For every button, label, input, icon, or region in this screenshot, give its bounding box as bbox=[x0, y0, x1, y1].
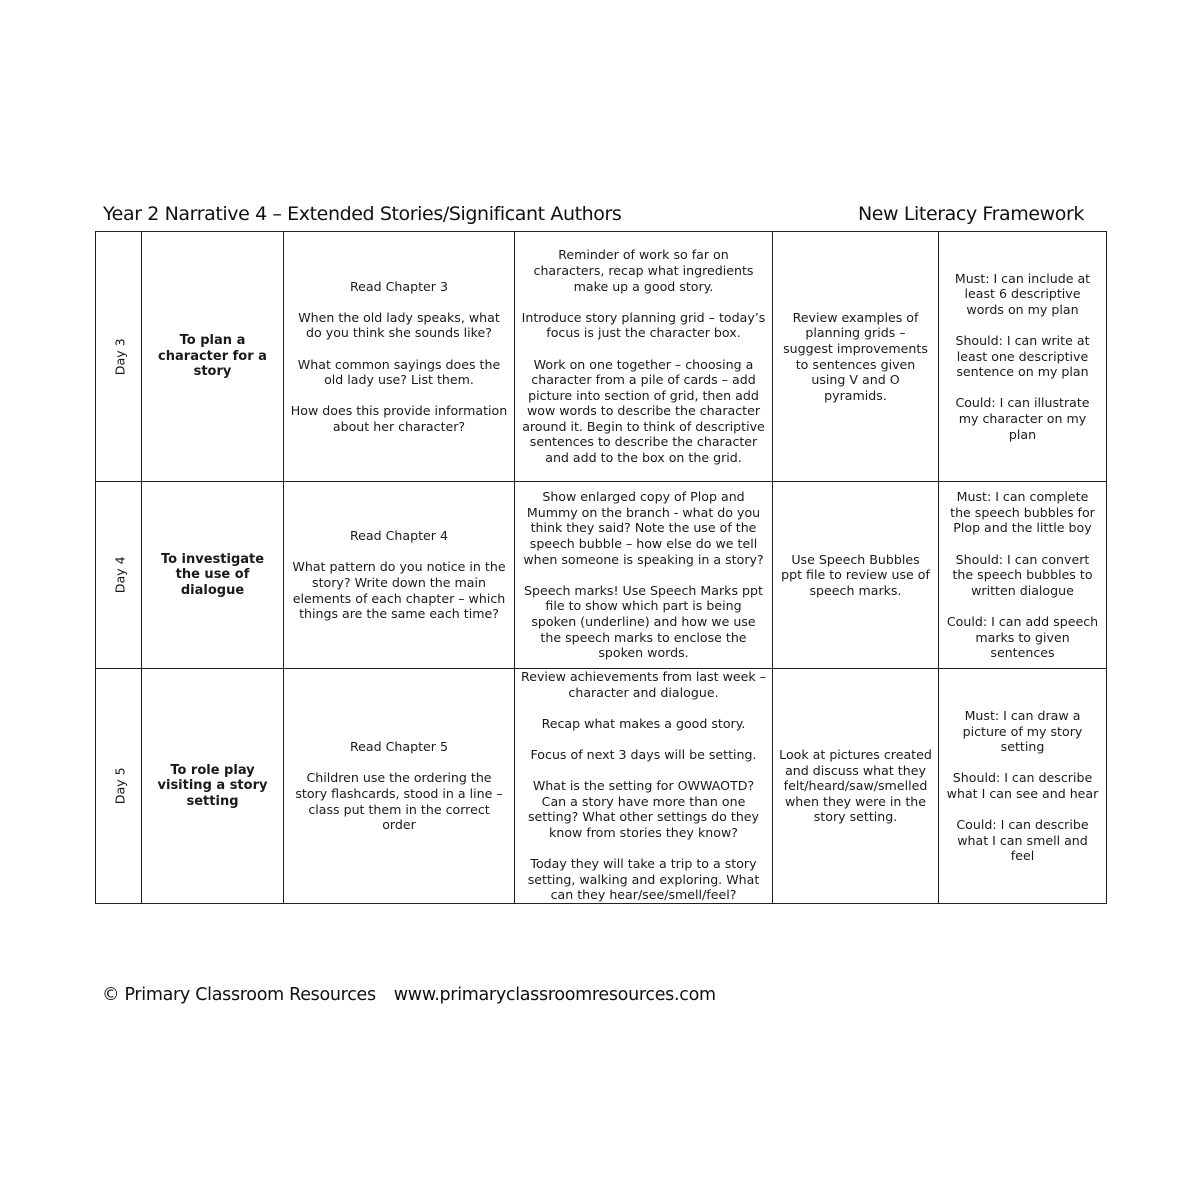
plenary-text: Review examples of planning grids – suggest improvements to sentences given using V and O pyramids. bbox=[783, 309, 928, 403]
outcome-should: Should: I can convert the speech bubbles to written dialogue bbox=[952, 551, 1093, 598]
lesson-plan-table bbox=[95, 231, 1107, 904]
plenary-cell bbox=[773, 232, 939, 482]
plenary-cell bbox=[773, 482, 939, 669]
reading-text: Read Chapter 3 bbox=[349, 278, 448, 294]
activity-text: Speech marks! Use Speech Marks ppt file to show which part is being spoken (underline) and how we use the speech marks to enclose the spoken words. bbox=[524, 582, 763, 661]
reading-text: Read Chapter 4 bbox=[349, 528, 448, 544]
outcome-should: Should: I can describe what I can see and hear bbox=[946, 770, 1099, 801]
outcome-could: Could: I can add speech marks to given sentences bbox=[946, 613, 1099, 661]
reading-text: When the old lady speaks, what do you think she sounds like? bbox=[298, 309, 500, 341]
activity-text: Introduce story planning grid – today’s focus is just the character box. bbox=[521, 309, 766, 341]
day-cell bbox=[96, 669, 142, 904]
reading-text: What common sayings does the old lady use? List them. bbox=[297, 356, 501, 388]
plenary-text: Look at pictures created and discuss what they felt/heard/saw/smelled when they were in the story setting. bbox=[779, 747, 932, 825]
copyright-text: © Primary Classroom Resources bbox=[102, 985, 376, 1005]
reading-cell bbox=[284, 482, 515, 669]
objective-cell: To plan a character for a story bbox=[142, 232, 284, 482]
day-label: Day 5 bbox=[112, 767, 128, 805]
objective-cell: To investigate the use of dialogue bbox=[142, 482, 284, 669]
activity-text: Recap what makes a good story. bbox=[541, 715, 746, 731]
table-row-day-5 bbox=[96, 669, 1107, 904]
reading-text: Children use the ordering the story flashcards, stood in a line – class put them in the correct order bbox=[295, 770, 503, 833]
activity-cell bbox=[515, 232, 773, 482]
outcome-could: Could: I can illustrate my character on my plan bbox=[955, 395, 1090, 442]
activity-text: Focus of next 3 days will be setting. bbox=[530, 747, 757, 763]
day-cell bbox=[96, 482, 142, 669]
reading-text: Read Chapter 5 bbox=[349, 739, 448, 755]
outcomes-cell bbox=[939, 482, 1107, 669]
plenary-cell bbox=[773, 669, 939, 904]
table-row-day-3 bbox=[96, 232, 1107, 482]
outcomes-cell bbox=[939, 232, 1107, 482]
outcomes-cell bbox=[939, 669, 1107, 904]
day-cell bbox=[96, 232, 142, 482]
activity-text: Review achievements from last week – character and dialogue. bbox=[521, 669, 766, 700]
reading-text: How does this provide information about her character? bbox=[290, 403, 508, 434]
outcome-must: Must: I can include at least 6 descriptive words on my plan bbox=[954, 270, 1091, 317]
outcome-should: Should: I can write at least one descriptive sentence on my plan bbox=[955, 333, 1090, 380]
reading-cell bbox=[284, 669, 515, 904]
activity-text: Today they will take a trip to a story setting, walking and exploring. What can they hear/see/smell/feel? bbox=[527, 856, 760, 903]
reading-cell bbox=[284, 232, 515, 482]
document-title: Year 2 Narrative 4 – Extended Stories/Significant Authors bbox=[103, 203, 622, 225]
framework-label: New Literacy Framework bbox=[857, 203, 1084, 225]
day-label: Day 3 bbox=[112, 338, 128, 375]
outcome-could: Could: I can describe what I can smell and feel bbox=[956, 817, 1089, 864]
activity-cell bbox=[515, 482, 773, 669]
table-row-day-4 bbox=[96, 482, 1107, 669]
outcome-must: Must: I can draw a picture of my story setting bbox=[962, 708, 1083, 755]
activity-text: What is the setting for OWWAOTD? Can a story have more than one setting? What other settings do they know from stories they know? bbox=[527, 778, 760, 840]
outcome-must: Must: I can complete the speech bubbles for Plop and the little boy bbox=[950, 489, 1095, 536]
objective-cell: To role play visiting a story setting bbox=[142, 669, 284, 904]
activity-text: Reminder of work so far on characters, recap what ingredients make up a good story. bbox=[533, 247, 754, 294]
activity-cell bbox=[515, 669, 773, 904]
activity-text: Show enlarged copy of Plop and Mummy on the branch - what do you think they said? Note the use of the speech bubble – how else do we tell when someone is speaking in a story? bbox=[523, 489, 764, 567]
activity-text: Work on one together – choosing a character from a pile of cards – add picture into section of grid, then add wow words to describe the character around it. Begin to think of descriptive sentences to describe the character and add to the box on the grid. bbox=[522, 356, 765, 466]
day-label: Day 4 bbox=[112, 556, 128, 594]
website-link[interactable]: www.primaryclassroomresources.com bbox=[393, 985, 716, 1005]
plenary-text: Use Speech Bubbles ppt file to review use of speech marks. bbox=[781, 551, 930, 598]
reading-text: What pattern do you notice in the story? Write down the main elements of each chapter – which things are the same each time? bbox=[292, 559, 506, 622]
footer bbox=[102, 985, 716, 1005]
